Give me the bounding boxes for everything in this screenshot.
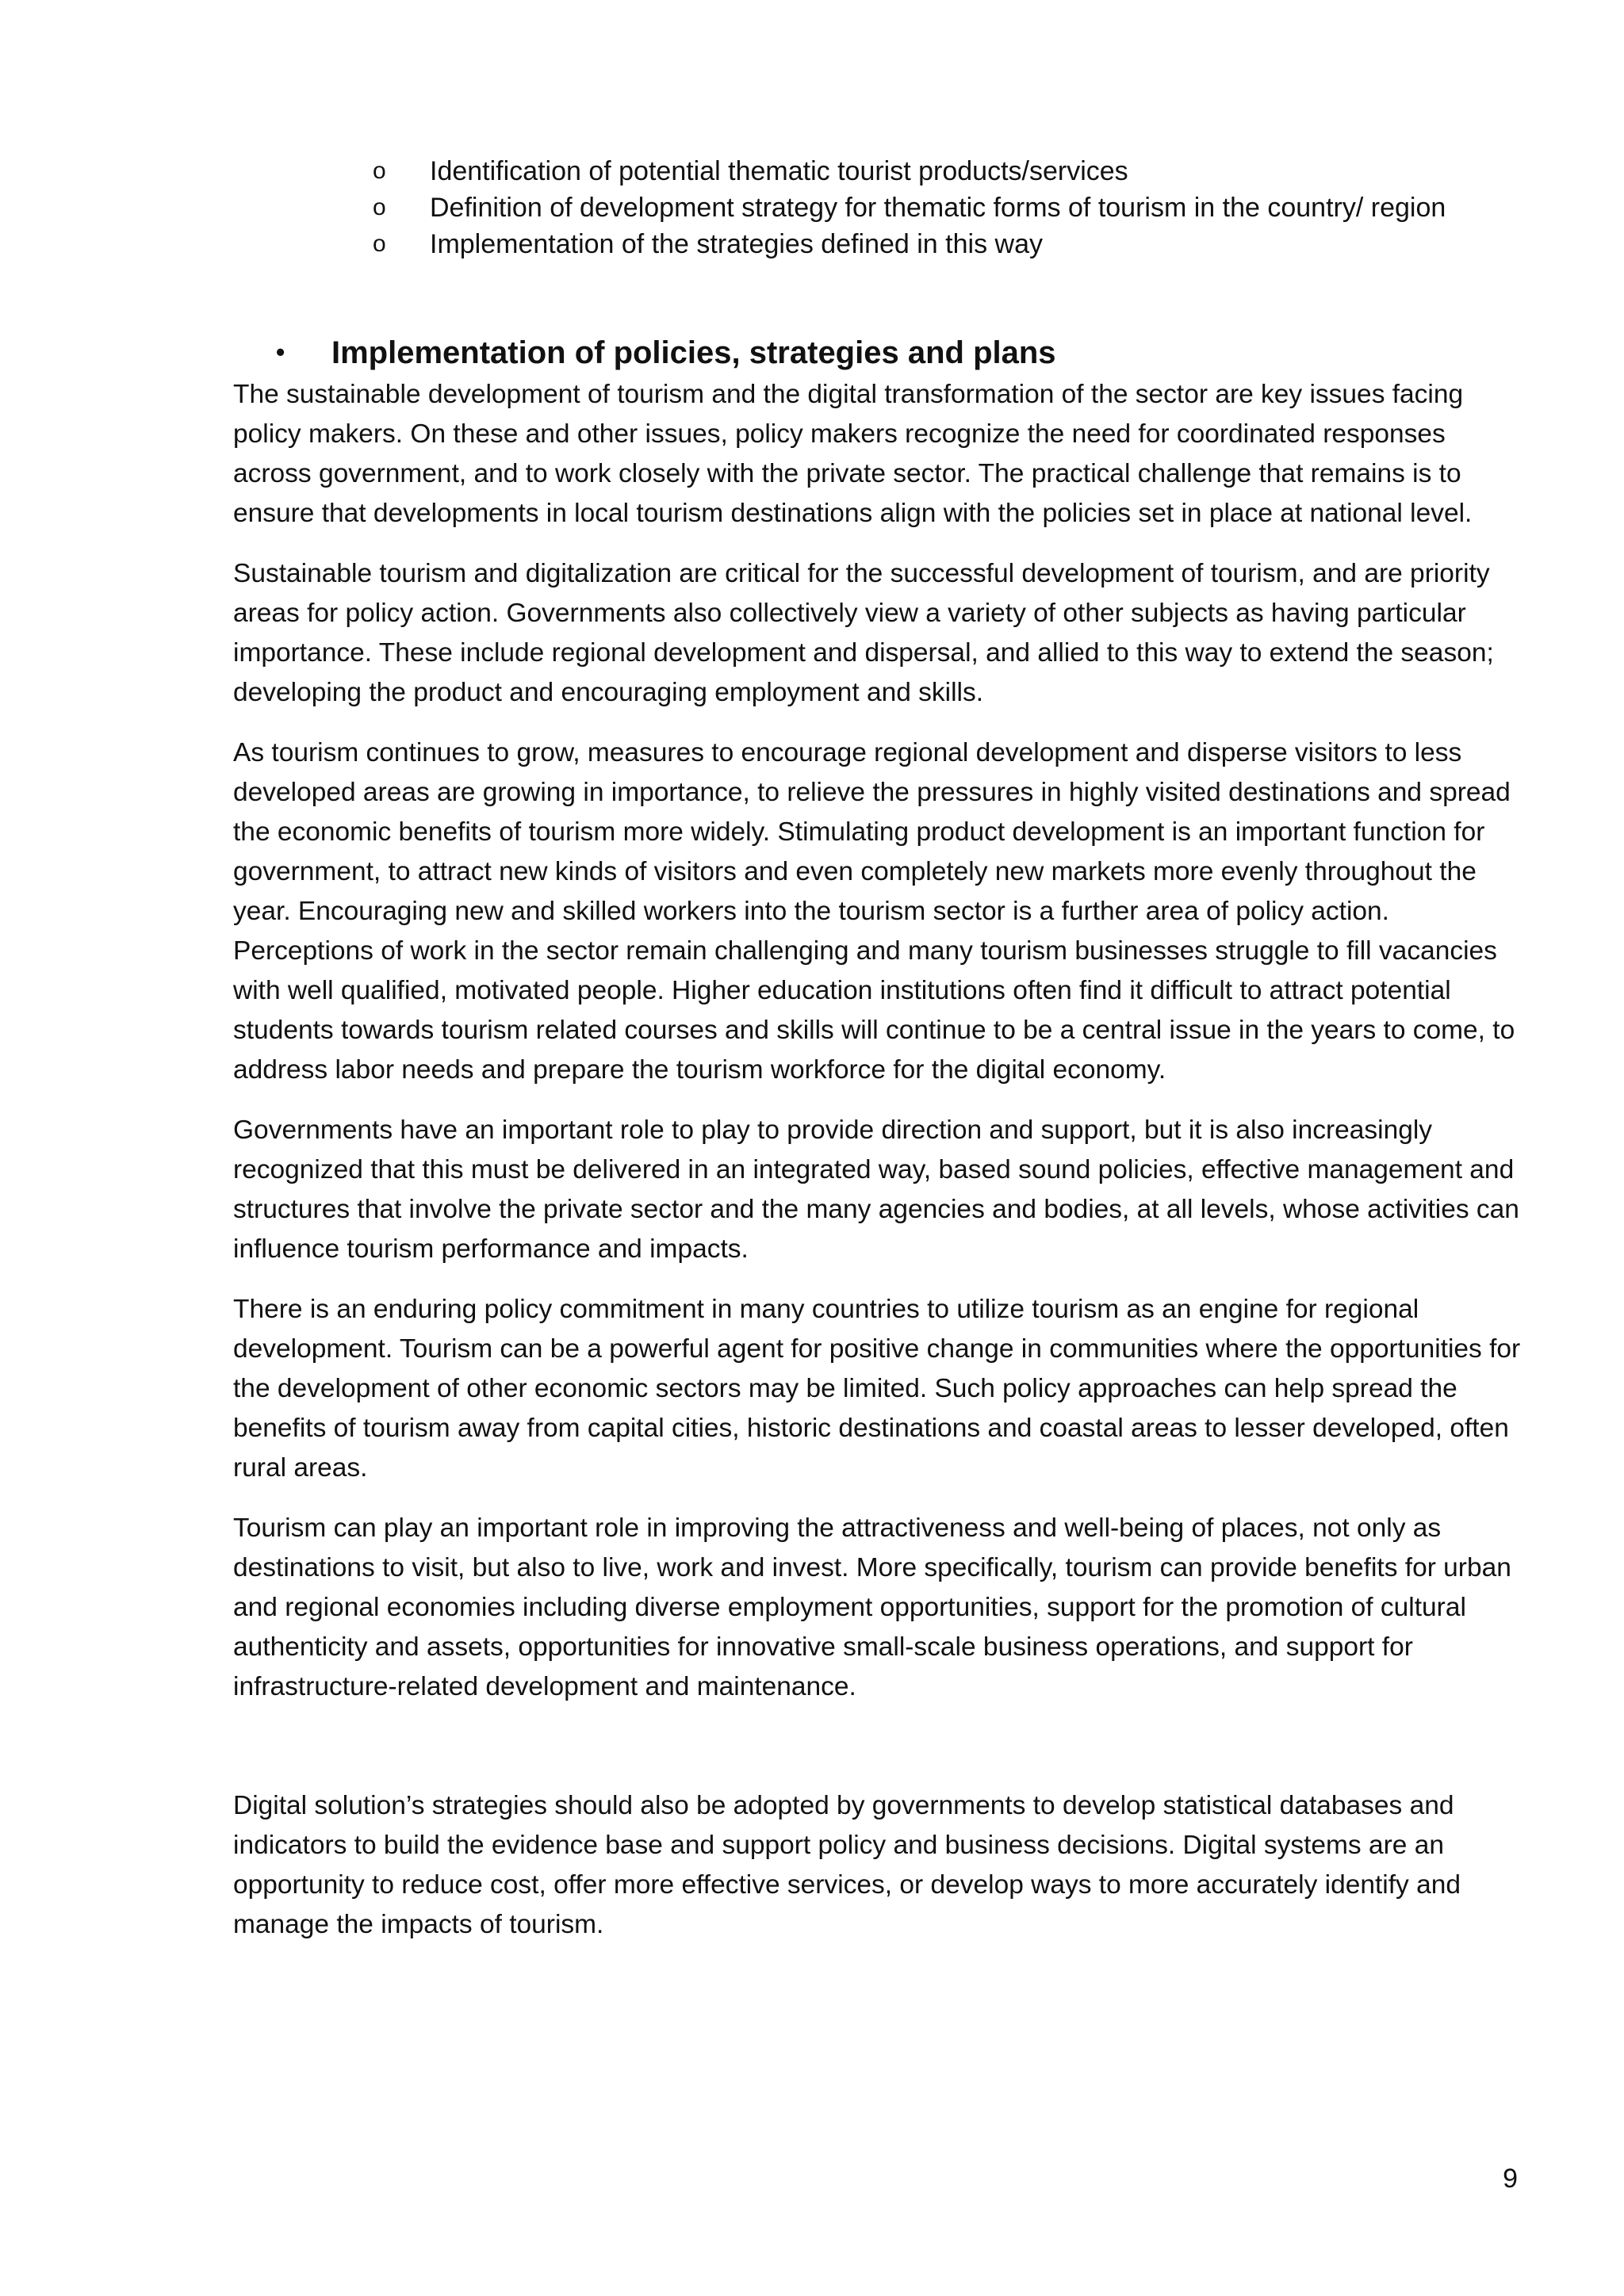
paragraph: The sustainable development of tourism and the digital transformation of the sector are key issues facing policy makers. On these and other issues, policy makers recognize the need for coordinated responses across government, and to work closely with the private sector. The practical challenge that remains is to ensure that developments in local tourism destinations align with the policies set in place at national level. bbox=[233, 380, 1473, 528]
paragraph: Sustainable tourism and digitalization are critical for the successful development of tourism, and are priority areas for policy action. Governments also collectively view a variety of other subjects as having particular importance. These include regional development and dispersal, and allied to this way to extend the season; developing the product and encouraging employment and skills. bbox=[233, 559, 1494, 707]
paragraph: Tourism can play an important role in improving the attractiveness and well-being of places, not only as destinations to visit, but also to live, work and invest. More specifically, tourism can provide benefits for urban and regional economies including diverse employment opportunities, support for the promotion of cultural authenticity and assets, opportunities for innovative small-scale business operations, and support for infrastructure-related development and maintenance. bbox=[233, 1513, 1511, 1701]
list-item-text: Definition of development strategy for thematic forms of tourism in the country/ region bbox=[430, 193, 1446, 223]
list-item-text: Identification of potential thematic tourist products/services bbox=[430, 156, 1128, 186]
circle-bullet-icon: o bbox=[373, 158, 386, 184]
list-item bbox=[373, 189, 1446, 226]
body-text bbox=[233, 375, 1526, 1965]
circle-bullet-icon: o bbox=[373, 231, 386, 257]
thematic-tourism-sublist bbox=[373, 153, 1446, 262]
list-item-text: Implementation of the strategies defined in this way bbox=[430, 229, 1043, 259]
list-item bbox=[373, 153, 1446, 189]
paragraph: As tourism continues to grow, measures to encourage regional development and disperse visitors to less developed areas are growing in importance, to relieve the pressures in highly visited destinations and spread the economic benefits of tourism more widely. Stimulating product development is an important function for government, to attract new kinds of visitors and even completely new markets more evenly throughout the year. Encouraging new and skilled workers into the tourism sector is a further area of policy action. Perceptions of work in the sector remain challenging and many tourism businesses struggle to fill vacancies with well qualified, motivated people. Higher education institutions often find it difficult to attract potential students towards tourism related courses and skills will continue to be a central issue in the years to come, to address labor needs and prepare the tourism workforce for the digital economy. bbox=[233, 738, 1515, 1085]
list-item bbox=[373, 226, 1446, 262]
circle-bullet-icon: o bbox=[373, 194, 386, 220]
paragraph: Governments have an important role to play to provide direction and support, but it is also increasingly recognized that this must be delivered in an integrated way, based sound policies, effective management and structures that involve the private sector and the many agencies and bodies, at all levels, whose activities can influence tourism performance and impacts. bbox=[233, 1115, 1519, 1264]
paragraph: Digital solution’s strategies should also be adopted by governments to develop statistical databases and indicators to build the evidence base and support policy and business decisions. Digital systems are an opportunity to reduce cost, offer more effective services, or develop ways to more accurately identify and manage the impacts of tourism. bbox=[233, 1791, 1461, 1939]
page-number: 9 bbox=[1503, 2164, 1518, 2194]
disc-bullet-icon: • bbox=[276, 338, 285, 366]
section-heading-text: Implementation of policies, strategies and plans bbox=[331, 335, 1056, 370]
section-heading bbox=[276, 331, 1056, 373]
paragraph: There is an enduring policy commitment in many countries to utilize tourism as an engine for regional development. Tourism can be a powerful agent for positive change in communities where the opportunities for the development of other economic sectors may be limited. Such policy approaches can help spread the benefits of tourism away from capital cities, historic destinations and coastal areas to lesser developed, often rural areas. bbox=[233, 1295, 1521, 1483]
